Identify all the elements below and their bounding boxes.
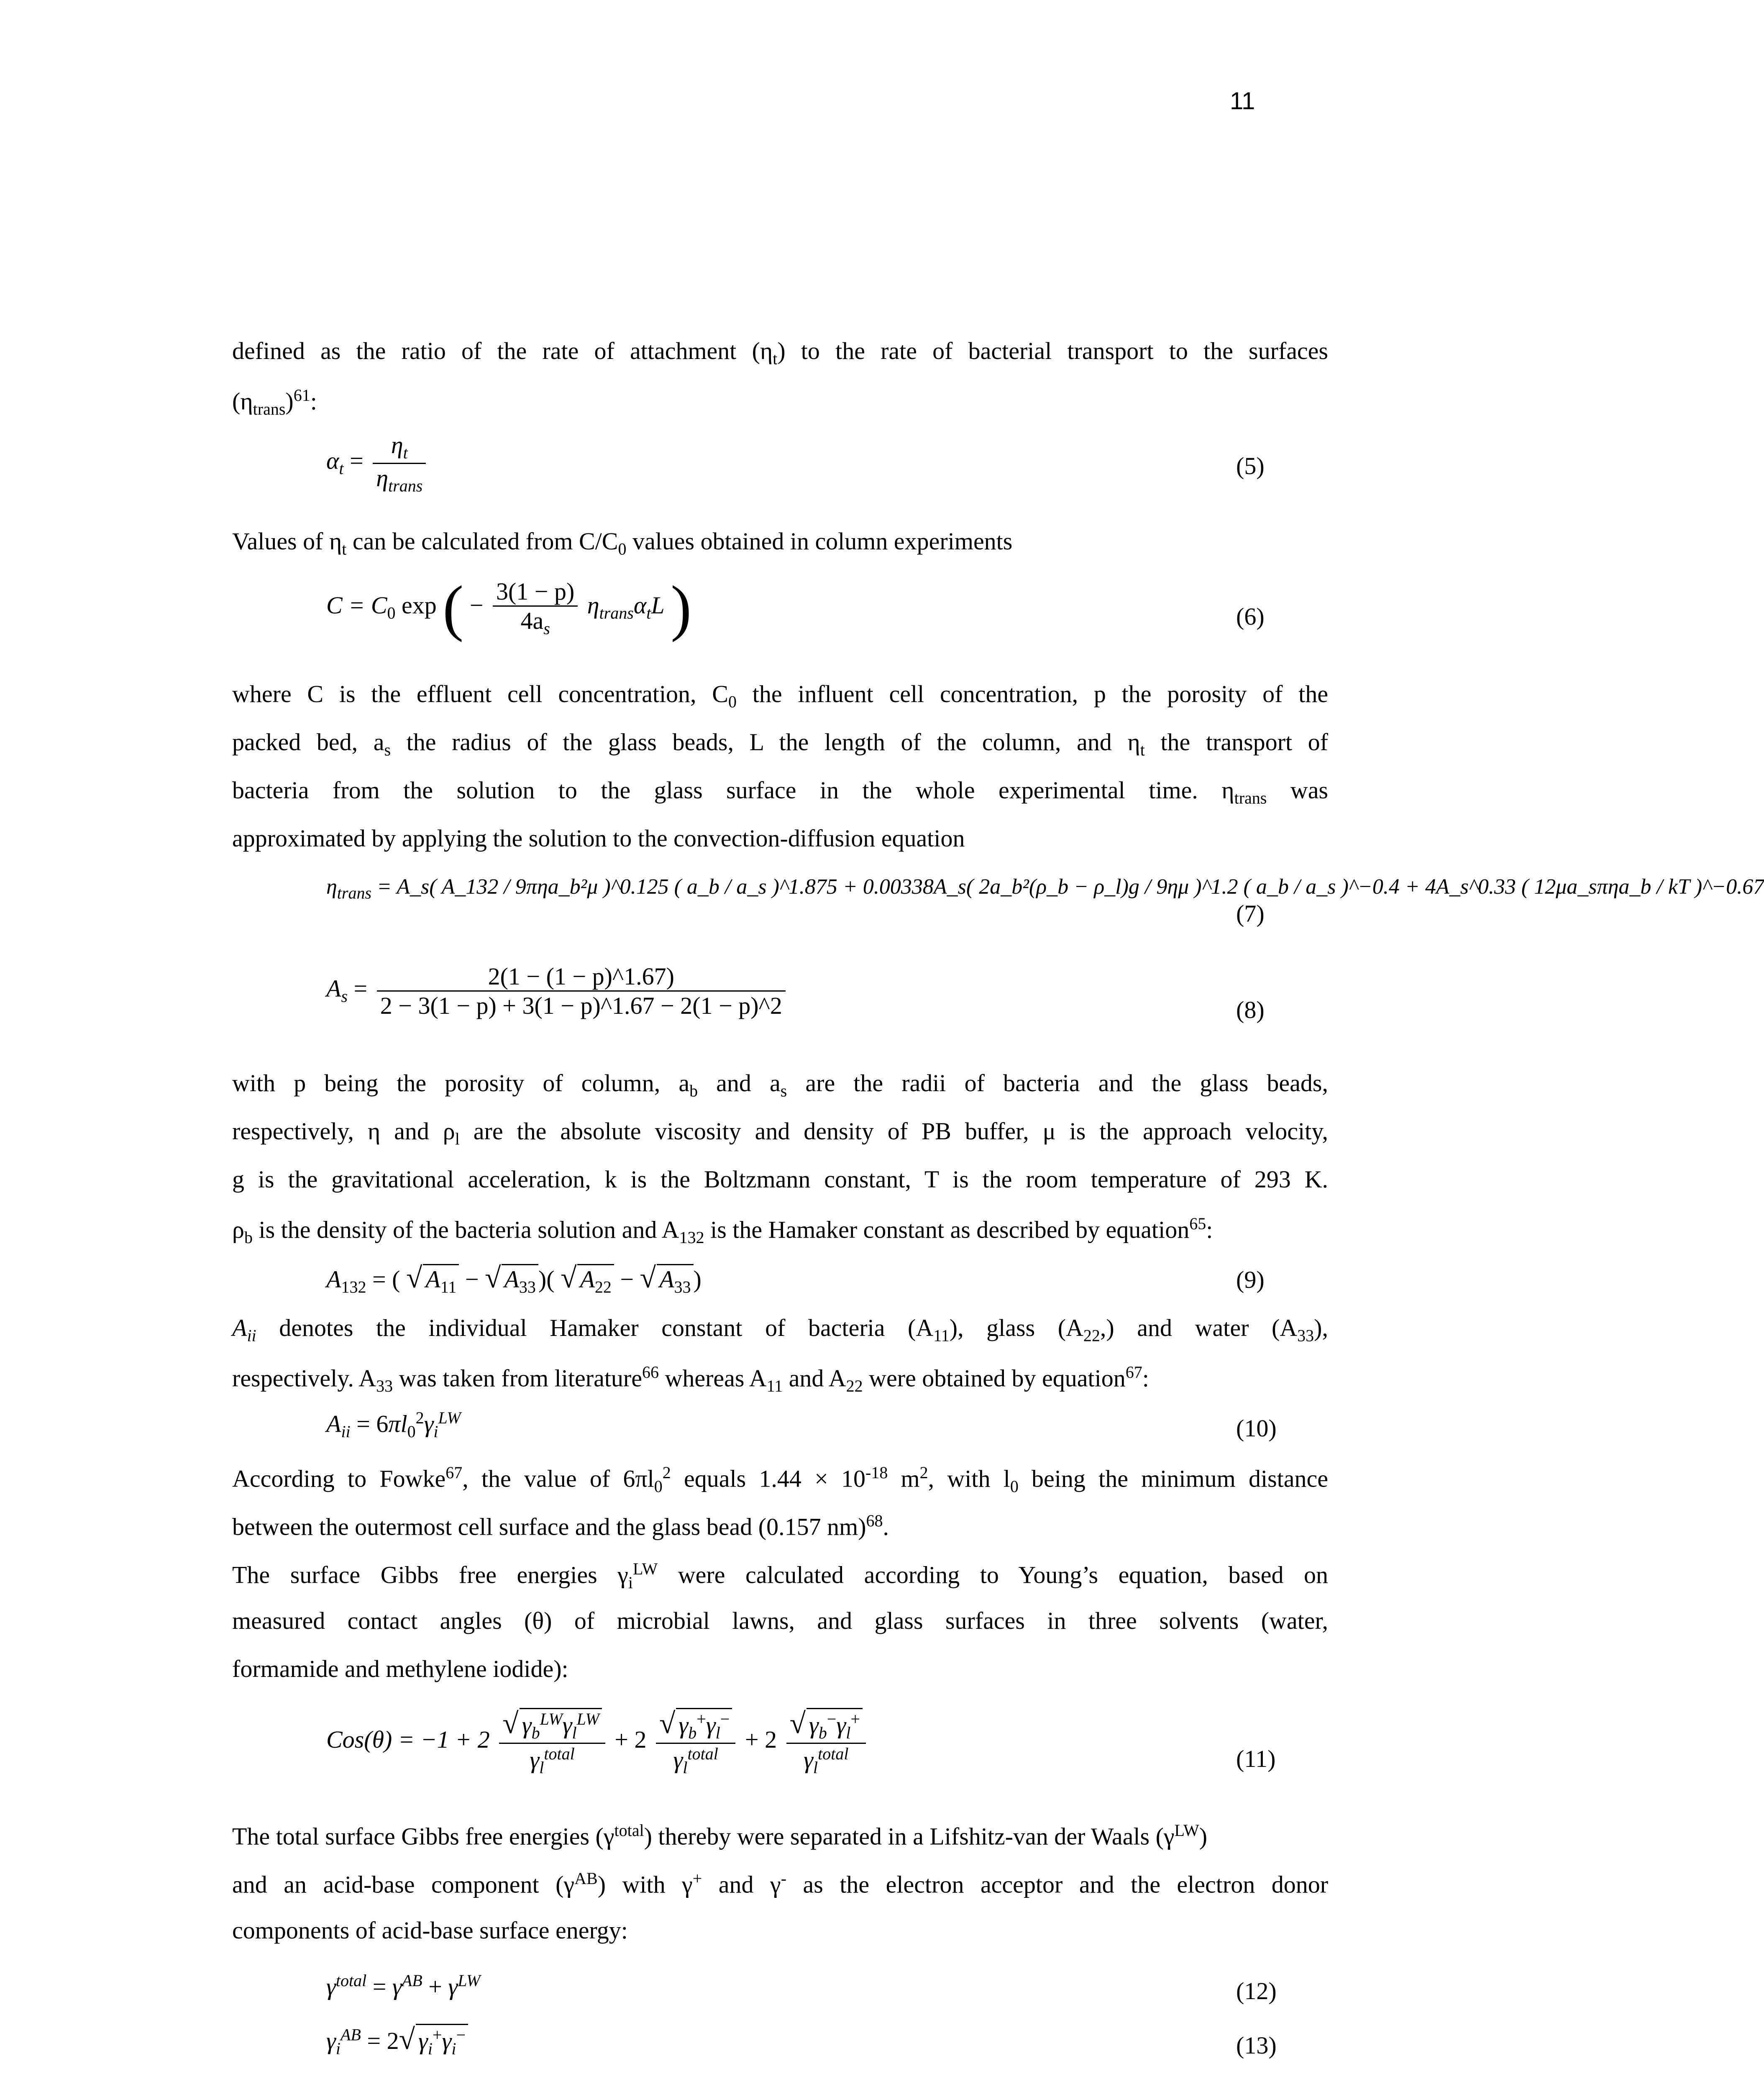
- equation-number: (5): [1236, 452, 1265, 479]
- equation-number: (7): [1236, 900, 1265, 927]
- equation-number: (13): [1236, 2032, 1277, 2059]
- equation-number: (6): [1236, 603, 1265, 630]
- equation-12: $\gamma^{total} = \gamma^{AB} + \gamma^{LW}$: [326, 1971, 481, 2000]
- equation-13: $\gamma_i^{AB} = 2√$ $\gamma_i^+\gamma_i^-$: [326, 2023, 468, 2059]
- paragraph-line: formamide and methylene iodide):: [232, 1655, 568, 1682]
- paragraph-line: measured contact angles (θ) of microbial lawns, and glass surfaces in three solvents (water,: [232, 1607, 1328, 1634]
- equation-number: (12): [1236, 1977, 1277, 2005]
- paragraph-line: with p being the porosity of column, $a_b$ and $a_s$ are the radii of bacteria and the glass beads,: [232, 1069, 1328, 1100]
- paragraph-line: respectively, η and $\rho_l$ are the absolute viscosity and density of PB buffer, μ is the approach velocity,: [232, 1118, 1329, 1149]
- paragraph-line: and an acid-base component $(\gamma^{AB})$ with γ+ and γ- as the electron acceptor and the electron donor: [232, 1869, 1329, 1898]
- paragraph-line: where C is the effluent cell concentration, $C_0$ the influent cell concentration, p the porosity of the: [232, 680, 1328, 711]
- paragraph-line: $A_{ii}$ denotes the individual Hamaker constant of bacteria $(A_{11})$, glass $(A_{22},)$ and water $(A_{33})$,: [232, 1314, 1328, 1345]
- paragraph-line: $\rho_b$ is the density of the bacteria solution and $A_{132}$ is the Hamaker constant as described by equation$^{65}$:: [232, 1214, 1213, 1247]
- equation-8: $A_s$ = $\frac{2(1 - (1 - p)\^{}1.67)}{2 - 3(1 - p) + 3(1 - p)\^{}1.67 - 2(1 - p)\^{}2}$: [326, 962, 789, 1020]
- paragraph-line: $(\eta_{trans})^{61}$:: [232, 386, 317, 418]
- paragraph-line: According to Fowke$^{67}$, the value of $6\pi l_0^2$ equals $1.44 \times 10^{-18}$ $m^2$, with $l_0$ being the minimum distance: [232, 1463, 1328, 1496]
- equation-number: (10): [1236, 1415, 1277, 1442]
- paragraph-line: bacteria from the solution to the glass surface in the whole experimental time. $\eta_{trans}$ was: [232, 777, 1329, 808]
- paragraph-line: The surface Gibbs free energies $\gamma_i^{LW}$ were calculated according to Young’s equation, based on: [232, 1559, 1329, 1592]
- equation-number: (8): [1236, 996, 1265, 1023]
- equation-number: (9): [1236, 1266, 1265, 1293]
- paragraph-line: respectively. $A_{33}$ was taken from literature$^{66}$ whereas $A_{11}$ and $A_{22}$ were obtained by equation$^{67}$:: [232, 1363, 1149, 1395]
- equation-9: $A_{132}$ = ( √ $A_{11}$ − √ $A_{33}$ )( √ $A_{22}$ − √ $A_{33}$ ): [326, 1262, 702, 1297]
- paragraph-line: components of acid-base surface energy:: [232, 1917, 628, 1944]
- equation-10: $A_{ii} = 6\pi l_0^2\gamma_i^{LW}$: [326, 1408, 461, 1441]
- paragraph-line: between the outermost cell surface and the glass bead (0.157 nm)$^{68}$.: [232, 1511, 889, 1541]
- equation-6: $C = C_0$ exp ( − $\frac{3(1 - p)}{4a_s}$ $\eta_{trans}\alpha_tL$ ): [326, 573, 692, 643]
- equation-number: (11): [1236, 1745, 1276, 1772]
- paragraph-line: packed bed, $a_s$ the radius of the glass beads, L the length of the column, and $\eta_t$ the transport of: [232, 728, 1328, 759]
- paragraph-line: Values of $\eta_t$ can be calculated from $C/C_0$ values obtained in column experiments: [232, 528, 1013, 559]
- paragraph-line: defined as the ratio of the rate of attachment $(\eta_t)$ to the rate of bacterial transport to the surfaces: [232, 337, 1328, 368]
- equation-5: $\alpha_t$ = $\frac{\eta_t}{\eta_{trans}}$: [326, 431, 429, 495]
- paragraph-line: The total surface Gibbs free energies $(\gamma^{total})$ thereby were separated in a Lifshitz-van der Waals $(\gamma^{LW})$: [232, 1821, 1208, 1850]
- paragraph-line: approximated by applying the solution to the convection-diffusion equation: [232, 825, 965, 852]
- equation-7: $\eta_{trans}$ = A_s( A_132 / 9πηa_b²μ )^0.125 ( a_b / a_s )^1.875 + 0.00338A_s( 2a_b²(ρ_b − ρ_l)g / 9ημ )^1.2 ( a_b / a_s )^−0.4 + 4A_s^0.33 ( 12μa_sπηa_b / kT )^−0.67: [326, 875, 1764, 902]
- equation-11: Cos(θ) = −1 + 2 $\frac{√ \gamma_b^{LW}\gamma_l^{LW}}{\gamma_l^{total}}$ + 2 $\frac{√ \gamma_b^+\gamma_l^-}{\gamma_l^{total}}$ + 2 $\frac{√ \gamma_b^-\gamma_l^+}{\gamma_l^{total}}$: [326, 1707, 869, 1777]
- page-number: 11: [1230, 87, 1255, 115]
- paragraph-line: g is the gravitational acceleration, k is the Boltzmann constant, T is the room temperature of 293 K.: [232, 1166, 1328, 1193]
